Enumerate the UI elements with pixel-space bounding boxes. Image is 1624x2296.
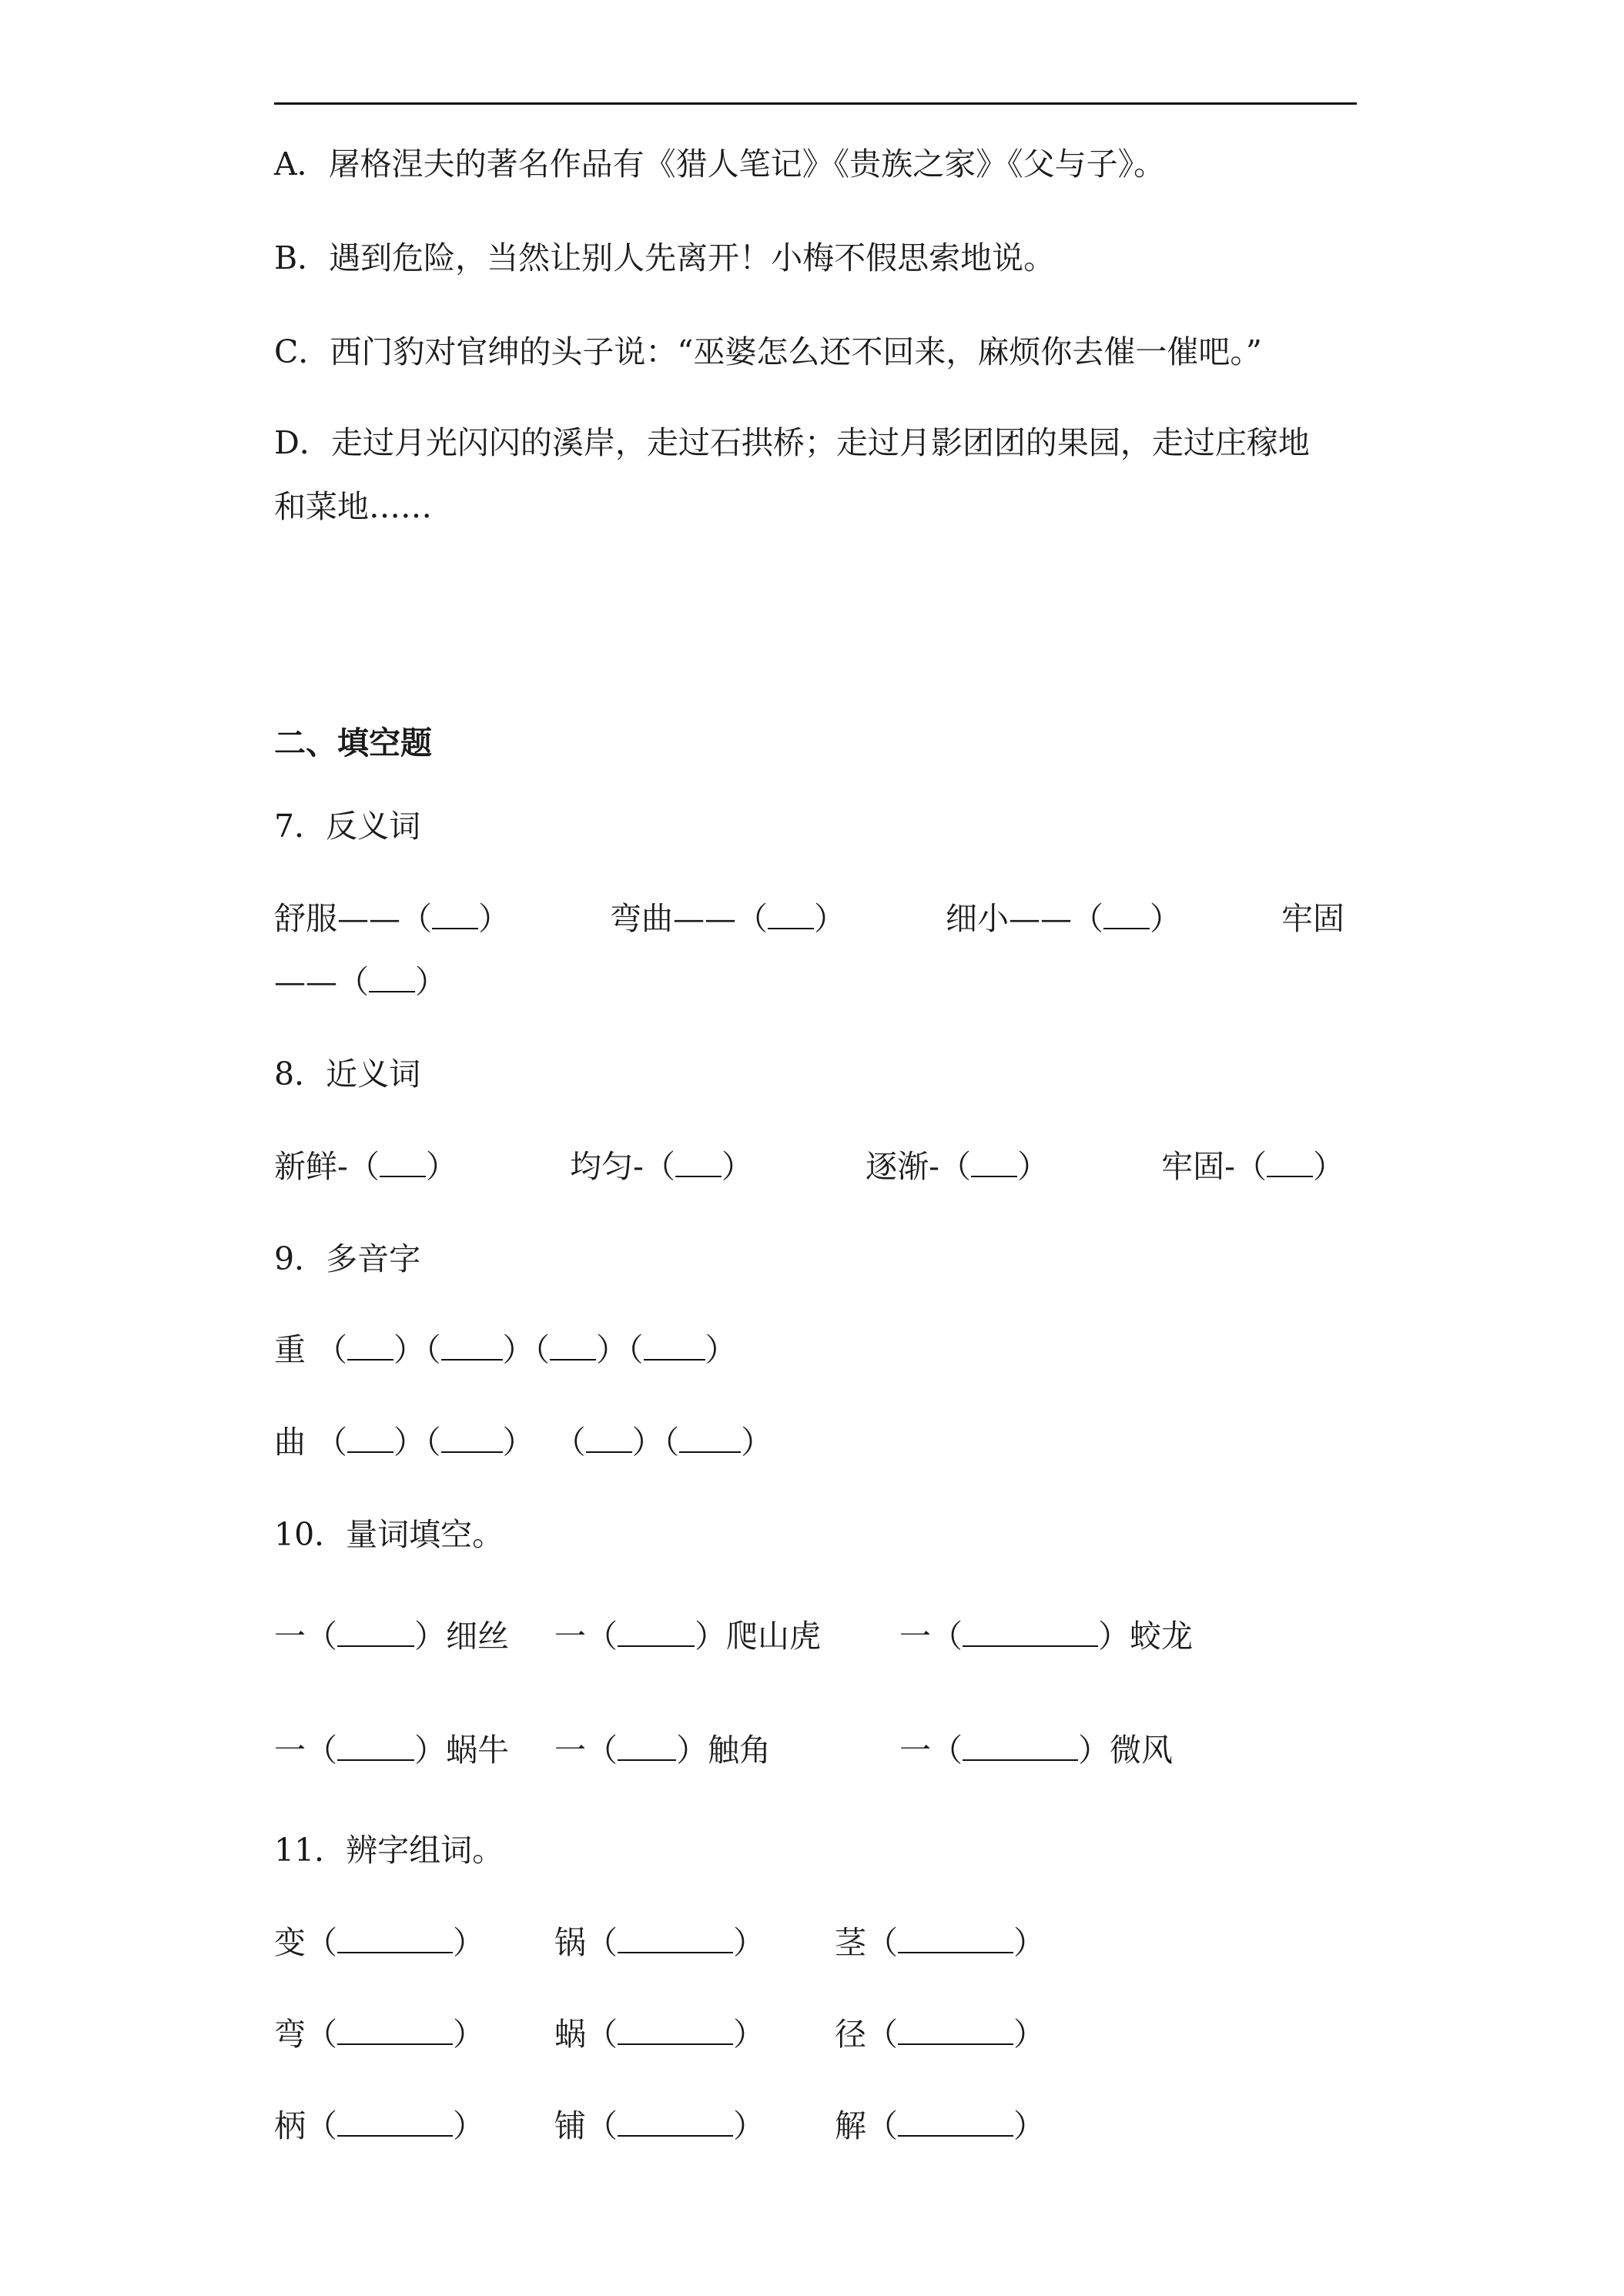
q7-blank[interactable] bbox=[432, 905, 478, 929]
q9-blank[interactable] bbox=[586, 1428, 632, 1453]
q9-blank[interactable] bbox=[441, 1336, 503, 1361]
q7-row bbox=[274, 899, 1344, 938]
q11-item: 茎（ ） bbox=[835, 1924, 1045, 1961]
q10-blank[interactable] bbox=[963, 1622, 1098, 1647]
q10-item: 一（ ）微风 bbox=[899, 1732, 1173, 1769]
q7-wrap-item: ——（ ） bbox=[274, 963, 447, 1000]
q11-item: 锅（ ） bbox=[554, 1924, 765, 1961]
q7-item: 牢固 bbox=[1281, 900, 1344, 937]
option-d-line2: 和菜地…… bbox=[274, 488, 432, 525]
q7-blank[interactable] bbox=[1103, 905, 1150, 929]
q11-blank[interactable] bbox=[337, 2112, 453, 2137]
q8-blank[interactable] bbox=[675, 1153, 722, 1177]
q10-item: 一（ ）细丝 bbox=[274, 1618, 509, 1655]
q7-blank[interactable] bbox=[369, 968, 415, 992]
q8-title: 8．近义词 bbox=[274, 1056, 421, 1093]
q9-row2: 曲 （ ）（ ） （ ）（ ） bbox=[274, 1424, 773, 1461]
q10-blank[interactable] bbox=[963, 1736, 1078, 1761]
q11-item: 变（ ） bbox=[274, 1924, 484, 1961]
q11-item: 铺（ ） bbox=[554, 2107, 765, 2144]
q11-title: 11．辨字组词。 bbox=[274, 1832, 504, 1869]
q7-item: 弯曲——（ ） bbox=[610, 900, 845, 937]
option-c: C．西门豹对官绅的头子说：“巫婆怎么还不回来，麻烦你去催一催吧。” bbox=[274, 333, 1262, 370]
q10-item: 一（ ）触角 bbox=[554, 1732, 771, 1769]
q9-blank[interactable] bbox=[441, 1428, 503, 1453]
q8-item: 均匀-（ ） bbox=[570, 1148, 753, 1185]
q11-blank[interactable] bbox=[337, 1929, 453, 1953]
q9-blank[interactable] bbox=[644, 1336, 705, 1361]
section-title: 二、填空题 bbox=[274, 725, 432, 761]
q7-blank[interactable] bbox=[768, 905, 814, 929]
q11-item: 径（ ） bbox=[835, 2016, 1045, 2053]
q10-blank[interactable] bbox=[337, 1622, 414, 1647]
q8-row bbox=[274, 1147, 1344, 1186]
option-b: B．遇到危险，当然让别人先离开！小梅不假思索地说。 bbox=[274, 239, 1056, 276]
q10-item: 一（ ）爬山虎 bbox=[554, 1618, 821, 1655]
option-d-line1: D．走过月光闪闪的溪岸，走过石拱桥；走过月影团团的果园，走过庄稼地 bbox=[274, 424, 1310, 461]
q11-blank[interactable] bbox=[898, 1929, 1013, 1953]
q10-item: 一（ ）蛟龙 bbox=[899, 1618, 1193, 1655]
q8-blank[interactable] bbox=[380, 1153, 426, 1177]
q8-blank[interactable] bbox=[971, 1153, 1017, 1177]
q11-item: 弯（ ） bbox=[274, 2016, 484, 2053]
q11-blank[interactable] bbox=[618, 1929, 733, 1953]
q9-blank[interactable] bbox=[347, 1428, 393, 1453]
q11-blank[interactable] bbox=[898, 2112, 1013, 2137]
q8-item: 逐渐-（ ） bbox=[866, 1148, 1049, 1185]
q11-item: 解（ ） bbox=[835, 2107, 1045, 2144]
q11-item: 蜗（ ） bbox=[554, 2016, 765, 2053]
q7-item: 细小——（ ） bbox=[946, 900, 1181, 937]
q11-blank[interactable] bbox=[898, 2020, 1013, 2045]
q9-row1: 重 （ ）（ ）（ ）（ ） bbox=[274, 1331, 737, 1368]
q9-title: 9．多音字 bbox=[274, 1240, 421, 1277]
q9-blank[interactable] bbox=[347, 1336, 393, 1361]
q8-item: 牢固-（ ） bbox=[1161, 1148, 1344, 1185]
q7-title: 7．反义词 bbox=[274, 808, 421, 845]
q10-blank[interactable] bbox=[337, 1736, 414, 1761]
q10-title: 10．量词填空。 bbox=[274, 1516, 504, 1553]
q8-item: 新鲜-（ ） bbox=[274, 1148, 457, 1185]
q9-blank[interactable] bbox=[679, 1428, 741, 1453]
q11-blank[interactable] bbox=[337, 2020, 453, 2045]
q11-blank[interactable] bbox=[618, 2020, 733, 2045]
q8-blank[interactable] bbox=[1267, 1153, 1313, 1177]
q10-item: 一（ ）蜗牛 bbox=[274, 1732, 509, 1769]
q11-item: 柄（ ） bbox=[274, 2107, 484, 2144]
header-rule bbox=[274, 102, 1357, 105]
q11-blank[interactable] bbox=[618, 2112, 733, 2137]
q7-item: 舒服——（ ） bbox=[274, 900, 510, 937]
q10-blank[interactable] bbox=[618, 1622, 695, 1647]
q9-blank[interactable] bbox=[550, 1336, 596, 1361]
q10-blank[interactable] bbox=[618, 1736, 676, 1761]
option-a: A．屠格涅夫的著名作品有《猎人笔记》《贵族之家》《父与子》。 bbox=[274, 146, 1166, 182]
